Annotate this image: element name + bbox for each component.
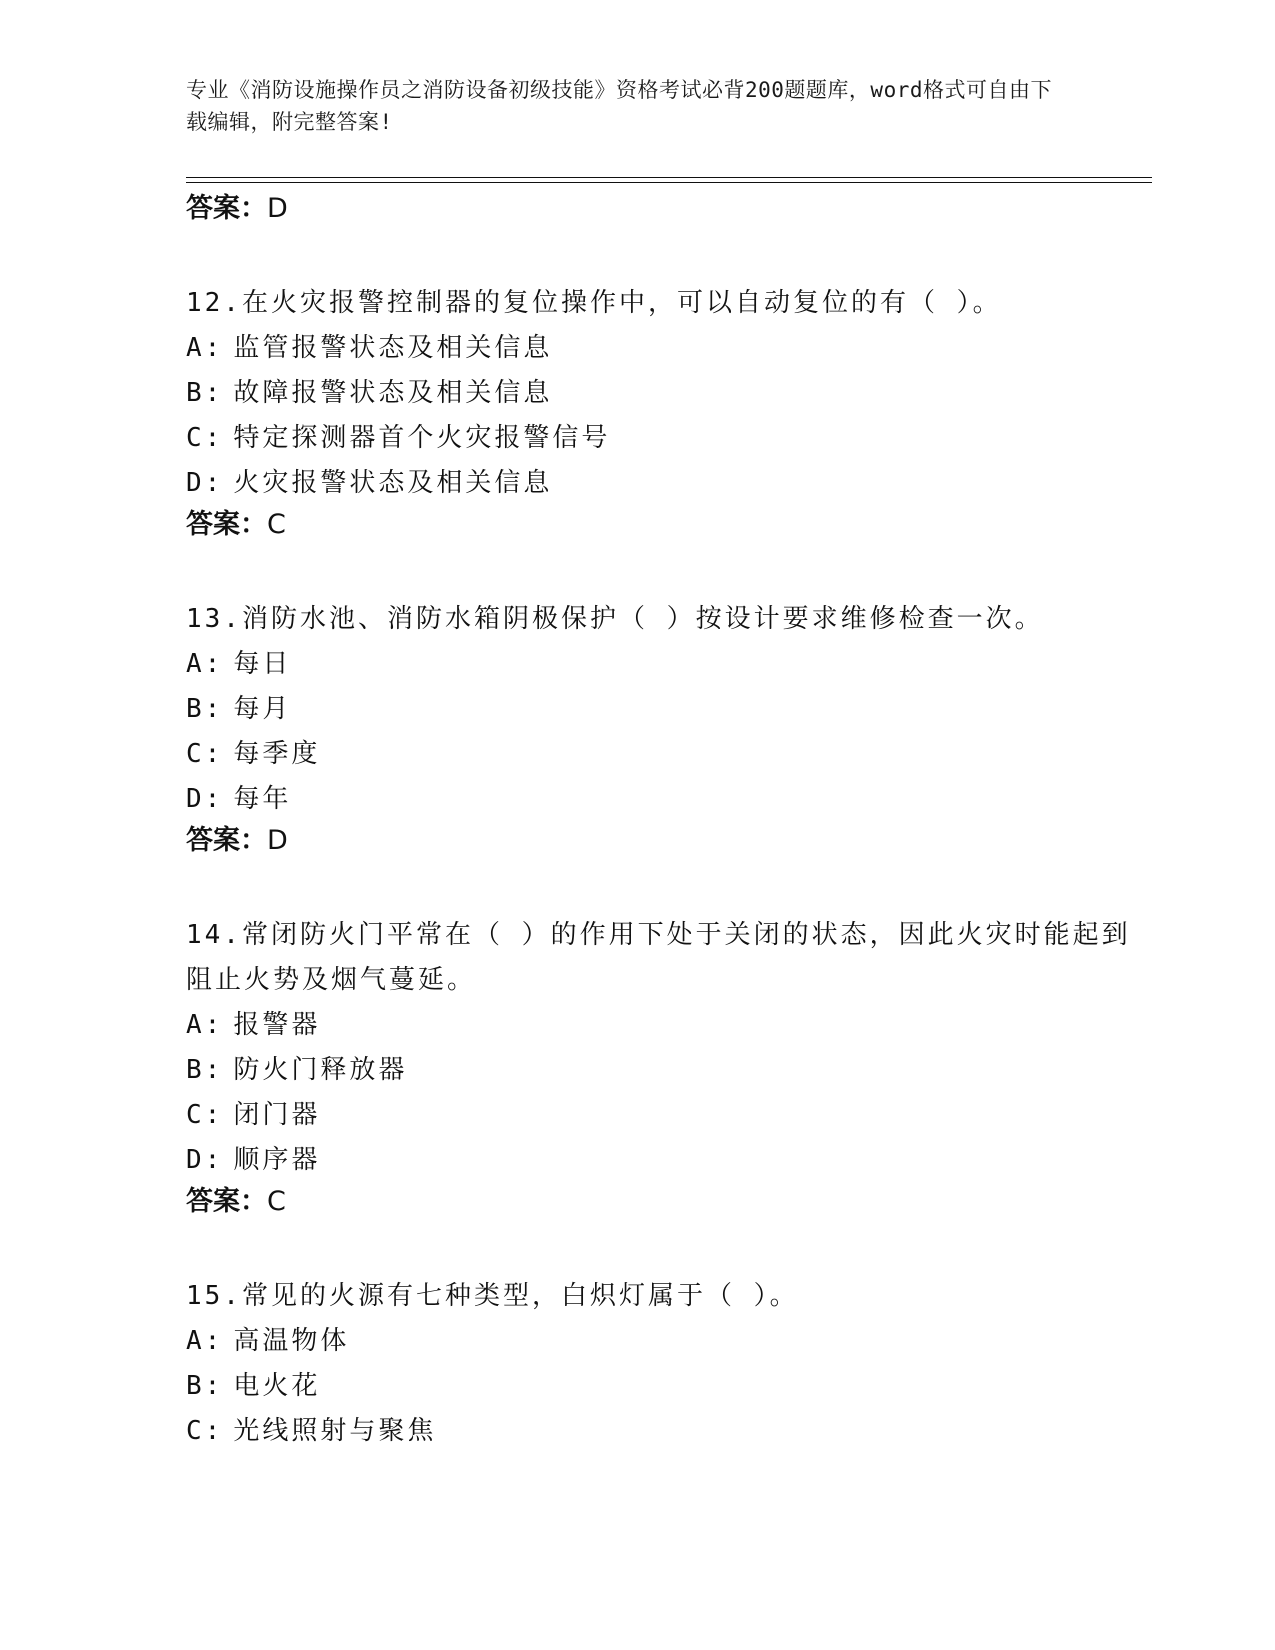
- answer-label: 答案：: [186, 509, 267, 540]
- option-text: 每日: [233, 649, 292, 679]
- option-text: 监管报警状态及相关信息: [233, 333, 553, 363]
- answer-option: [186, 1093, 1152, 1138]
- question-block: [186, 1274, 1152, 1454]
- option-key: A:: [186, 333, 224, 363]
- answer-value: D: [267, 193, 288, 224]
- answer-option: [186, 687, 1152, 732]
- answer-label: 答案：: [186, 825, 267, 856]
- answer-label: 答案：: [186, 1186, 267, 1217]
- option-text: 防火门释放器: [233, 1055, 408, 1085]
- answer-option: [186, 732, 1152, 777]
- option-key: D:: [186, 1145, 224, 1175]
- answer-option: [186, 1409, 1152, 1454]
- option-key: D:: [186, 784, 224, 814]
- option-text: 火灾报警状态及相关信息: [233, 468, 553, 498]
- option-key: B:: [186, 1371, 224, 1401]
- question-block: [186, 281, 1152, 544]
- option-key: C:: [186, 1100, 224, 1130]
- option-text: 报警器: [233, 1010, 321, 1040]
- option-text: 闭门器: [233, 1100, 321, 1130]
- answer-option: [186, 1364, 1152, 1409]
- answer-value: D: [267, 825, 288, 856]
- answer-option: [186, 642, 1152, 687]
- option-key: B:: [186, 378, 224, 408]
- option-key: B:: [186, 694, 224, 724]
- answer-line: [186, 506, 1152, 544]
- option-text: 特定探测器首个火灾报警信号: [233, 423, 611, 453]
- option-key: A:: [186, 649, 224, 679]
- question-stem: 12.在火灾报警控制器的复位操作中，可以自动复位的有（ ）。: [186, 288, 1002, 318]
- answer-option: [186, 416, 1152, 461]
- option-text: 故障报警状态及相关信息: [233, 378, 553, 408]
- answer-option: [186, 1319, 1152, 1364]
- option-key: C:: [186, 423, 224, 453]
- question-stem: 14.常闭防火门平常在（ ）的作用下处于关闭的状态，因此火灾时能起到阻止火势及烟气蔓延。: [186, 920, 1131, 995]
- option-text: 每季度: [233, 739, 321, 769]
- question-list: [186, 190, 1152, 1454]
- answer-line: [186, 190, 1152, 228]
- option-text: 高温物体: [233, 1326, 350, 1356]
- answer-option: [186, 461, 1152, 506]
- option-key: C:: [186, 739, 224, 769]
- option-text: 电火花: [233, 1371, 321, 1401]
- option-key: A:: [186, 1326, 224, 1356]
- answer-option: [186, 1048, 1152, 1093]
- answer-label: 答案：: [186, 193, 267, 224]
- option-key: B:: [186, 1055, 224, 1085]
- questions-container: [186, 281, 1152, 1454]
- answer-line: [186, 1183, 1152, 1221]
- answer-value: C: [267, 1186, 286, 1217]
- answer-option: [186, 777, 1152, 822]
- option-text: 每年: [233, 784, 292, 814]
- option-key: D:: [186, 468, 224, 498]
- page-header: 专业《消防设施操作员之消防设备初级技能》资格考试必背200题题库，word格式可自由下载编辑，附完整答案!: [186, 78, 1052, 134]
- question-stem: 15.常见的火源有七种类型，白炽灯属于（ ）。: [186, 1281, 799, 1311]
- option-key: C:: [186, 1416, 224, 1446]
- answer-line: [186, 822, 1152, 860]
- question-block: [186, 913, 1152, 1221]
- answer-option: [186, 1003, 1152, 1048]
- answer-value: C: [267, 509, 286, 540]
- header-divider-top: [186, 177, 1152, 178]
- answer-option: [186, 326, 1152, 371]
- header-divider-bottom: [186, 182, 1152, 183]
- option-text: 光线照射与聚焦: [233, 1416, 437, 1446]
- answer-option: [186, 1138, 1152, 1183]
- option-key: A:: [186, 1010, 224, 1040]
- option-text: 每月: [233, 694, 292, 724]
- answer-option: [186, 371, 1152, 416]
- question-stem: 13.消防水池、消防水箱阴极保护（ ）按设计要求维修检查一次。: [186, 604, 1044, 634]
- question-block: [186, 597, 1152, 860]
- option-text: 顺序器: [233, 1145, 321, 1175]
